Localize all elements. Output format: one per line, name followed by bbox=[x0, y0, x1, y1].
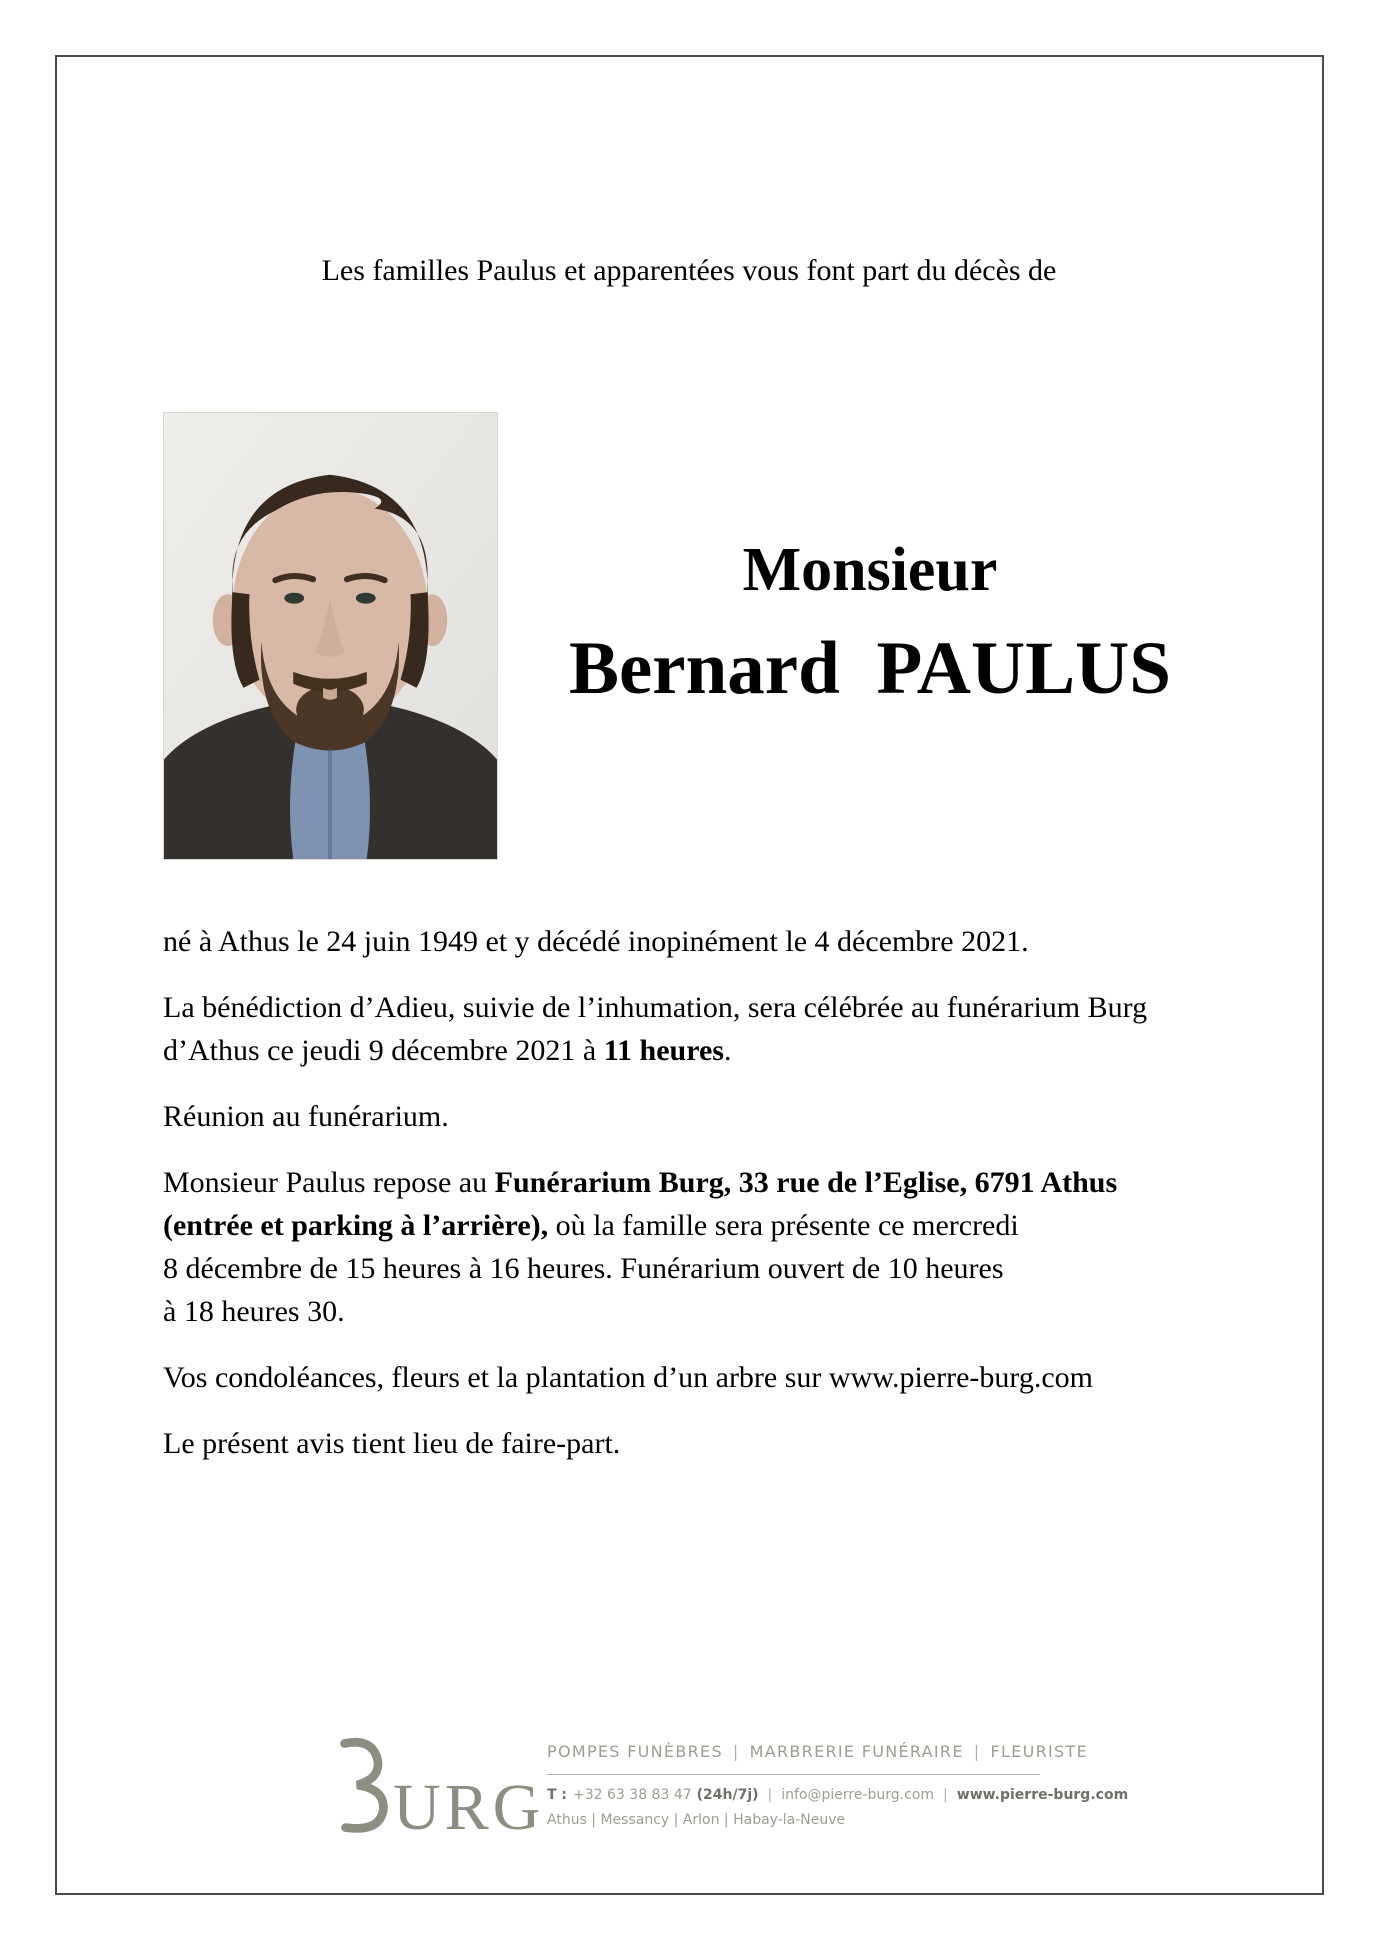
portrait-photo bbox=[163, 412, 498, 860]
separator: | bbox=[767, 1787, 773, 1803]
text-line bbox=[163, 986, 1283, 1029]
text-line: né à Athus le 24 juin 1949 et y décédé inopinément le 4 décembre 2021. bbox=[163, 925, 1029, 958]
text-line: 8 décembre de 15 heures à 16 heures. Funérarium ouvert de 10 heures bbox=[163, 1252, 1004, 1285]
footer-info-block bbox=[547, 1742, 1129, 1828]
announcement-intro: Les familles Paulus et apparentées vous font part du décès de bbox=[321, 254, 1057, 287]
honorific-title: Monsieur bbox=[742, 536, 998, 604]
website-url: www.pierre-burg.com bbox=[956, 1787, 1129, 1803]
text-run: d’Athus ce jeudi 9 décembre 2021 à bbox=[163, 1034, 604, 1067]
text-line bbox=[163, 1161, 1283, 1204]
text-line: Le présent avis tient lieu de faire-part. bbox=[163, 1427, 621, 1460]
text-line bbox=[163, 1029, 1283, 1072]
text-line: Réunion au funérarium. bbox=[163, 1100, 449, 1133]
paragraph-benediction bbox=[163, 986, 1283, 1072]
service-marbrerie: MARBRERIE FUNÉRAIRE bbox=[749, 1742, 964, 1761]
separator: | bbox=[973, 1742, 981, 1761]
paragraph-birth-death bbox=[163, 920, 1283, 963]
footer-contact-line bbox=[547, 1787, 1129, 1803]
burg-logo-text: URG bbox=[393, 1771, 545, 1844]
announcement-body bbox=[163, 920, 1283, 1488]
ceremony-time-bold: 11 heures bbox=[603, 1034, 724, 1067]
separator: | bbox=[732, 1742, 740, 1761]
service-fleuriste: FLEURISTE bbox=[990, 1742, 1088, 1761]
hours-badge: (24h/7j) bbox=[696, 1787, 759, 1803]
text-line: Vos condoléances, fleurs et la plantation d’un arbre sur www.pierre-burg.com bbox=[163, 1361, 1093, 1394]
phone-label: T : bbox=[547, 1787, 568, 1803]
deceased-headings bbox=[500, 535, 1240, 711]
separator: | bbox=[943, 1787, 948, 1803]
paragraph-reunion bbox=[163, 1095, 1283, 1138]
text-line bbox=[163, 1204, 1283, 1247]
footer-divider bbox=[547, 1774, 1040, 1775]
paragraph-faire-part bbox=[163, 1422, 1283, 1465]
portrait-illustration bbox=[164, 413, 497, 859]
text-line: à 18 heures 30. bbox=[163, 1295, 345, 1328]
paragraph-condoleances bbox=[163, 1356, 1283, 1399]
deceased-name: Bernard PAULUS bbox=[568, 627, 1172, 710]
text-run: La bénédiction d’Adieu, suivie de l’inhumation, sera célébrée au funérarium Burg bbox=[163, 991, 1148, 1024]
footer-services-line bbox=[547, 1742, 1088, 1761]
paragraph-repose bbox=[163, 1161, 1283, 1333]
email-address: info@pierre-burg.com bbox=[781, 1787, 935, 1803]
burg-logo-b-glyph bbox=[333, 1734, 391, 1838]
footer-locations-line: Athus | Messancy | Arlon | Habay-la-Neuve bbox=[547, 1812, 846, 1828]
burg-logo bbox=[333, 1734, 545, 1844]
parking-note-bold: (entrée et parking à l’arrière), bbox=[163, 1209, 549, 1242]
text-run: Monsieur Paulus repose au bbox=[163, 1166, 495, 1199]
funerarium-address-bold: Funérarium Burg, 33 rue de l’Eglise, 6791 Athus bbox=[494, 1166, 1118, 1199]
text-run: où la famille sera présente ce mercredi bbox=[548, 1209, 1019, 1242]
service-pompes-funebres: POMPES FUNÈBRES bbox=[547, 1742, 723, 1761]
text-run: . bbox=[723, 1034, 732, 1067]
phone-number: +32 63 38 83 47 bbox=[573, 1787, 692, 1803]
